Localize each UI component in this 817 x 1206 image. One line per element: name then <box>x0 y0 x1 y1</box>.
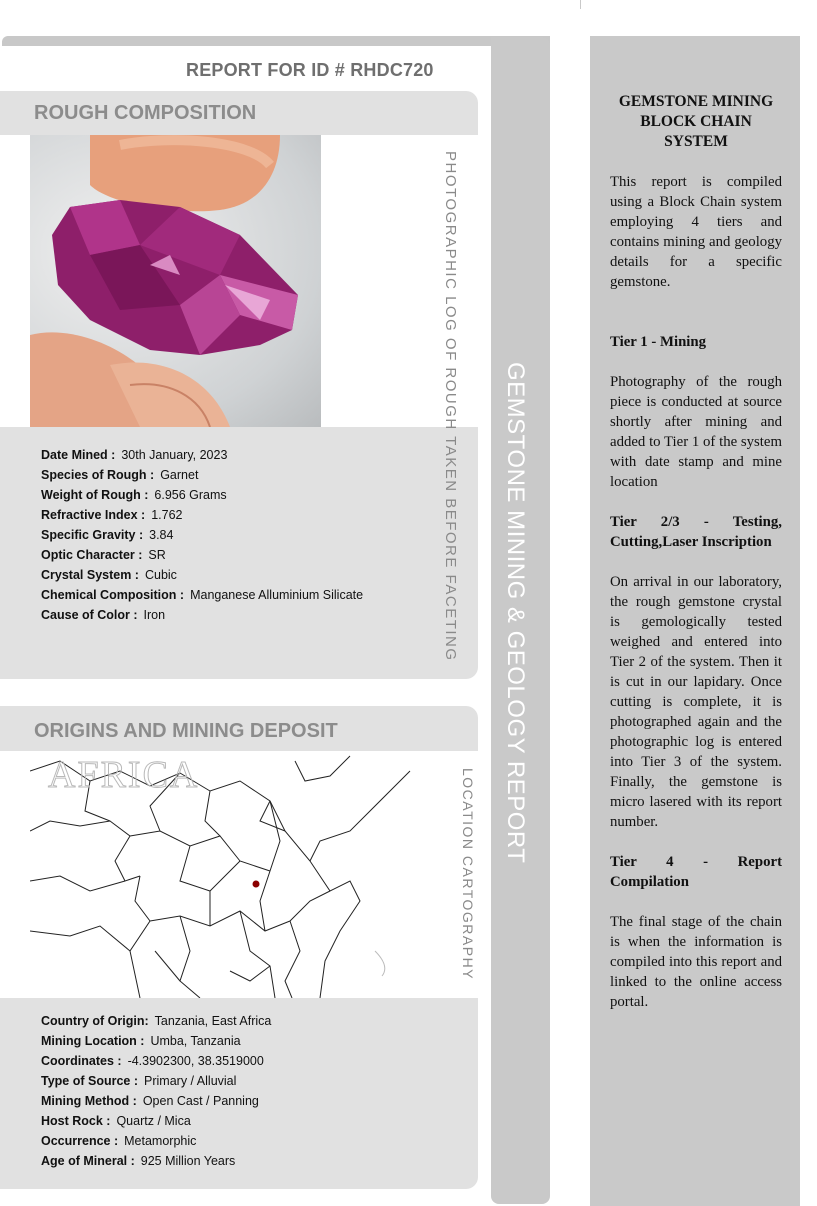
field-label: Optic Character : <box>41 548 143 562</box>
field-date-mined <box>41 445 363 465</box>
field-value: Metamorphic <box>124 1134 197 1148</box>
field-value: -4.3902300, 38.3519000 <box>127 1054 264 1068</box>
field-cause-of-color <box>41 605 363 625</box>
field-value: 1.762 <box>151 508 183 522</box>
field-label: Specific Gravity : <box>41 528 144 542</box>
field-value: Open Cast / Panning <box>142 1094 259 1108</box>
tier4-text: The final stage of the chain is when the information is compiled into this report and linked to the online access portal. <box>610 914 782 1010</box>
field-country <box>41 1011 271 1031</box>
field-host-rock <box>41 1111 271 1131</box>
origins-title: ORIGINS AND MINING DEPOSIT <box>34 720 338 742</box>
origins-panel <box>0 706 478 1189</box>
field-mining-method <box>41 1091 271 1111</box>
tier1-heading: Tier 1 - Mining <box>610 334 707 350</box>
field-value: Quartz / Mica <box>116 1114 191 1128</box>
field-label: Weight of Rough : <box>41 488 149 502</box>
field-label: Country of Origin: <box>41 1014 149 1028</box>
location-pin-icon <box>253 881 260 888</box>
intro-text: This report is compiled using a Block Chain system employing 4 tiers and contains mining and geology details for a specific gemstone. <box>610 174 782 290</box>
field-label: Occurrence : <box>41 1134 119 1148</box>
blockchain-info-panel <box>590 36 800 1206</box>
field-value: Iron <box>143 608 166 622</box>
field-value: Primary / Alluvial <box>144 1074 237 1088</box>
top-bar <box>2 36 550 46</box>
map-caption-vertical: LOCATION CARTOGRAPHY <box>460 768 476 981</box>
field-value: Cubic <box>144 568 177 582</box>
report-vertical-title: GEMSTONE MINING & GEOLOGY REPORT <box>502 362 529 864</box>
field-label: Species of Rough : <box>41 468 155 482</box>
field-value: SR <box>148 548 166 562</box>
rough-field-list <box>41 445 363 625</box>
field-value: 30th January, 2023 <box>121 448 228 462</box>
tier4-heading: Tier 4 - Report Compilation <box>610 854 782 890</box>
field-label: Date Mined : <box>41 448 116 462</box>
field-specific-gravity <box>41 525 363 545</box>
top-tick <box>580 0 581 9</box>
blockchain-title: GEMSTONE MINING BLOCK CHAIN SYSTEM <box>618 93 774 150</box>
field-label: Host Rock : <box>41 1114 111 1128</box>
map-illustration <box>30 751 425 998</box>
field-label: Refractive Index : <box>41 508 146 522</box>
gem-photo-illustration <box>30 135 321 427</box>
field-crystal-system <box>41 565 363 585</box>
field-value: Tanzania, East Africa <box>154 1014 272 1028</box>
field-refractive-index <box>41 505 363 525</box>
field-label: Mining Location : <box>41 1034 145 1048</box>
tier1-text: Photography of the rough piece is conducted at source shortly after mining and added to Tier 1 of the system with date stamp and mine location <box>610 374 782 490</box>
field-value: Umba, Tanzania <box>150 1034 241 1048</box>
field-coordinates <box>41 1051 271 1071</box>
field-weight <box>41 485 363 505</box>
tier23-heading: Tier 2/3 - Testing, Cutting,Laser Inscription <box>610 514 782 550</box>
report-id-title: REPORT FOR ID # RHDC720 <box>186 60 434 80</box>
field-source-type <box>41 1071 271 1091</box>
map-label-africa: AFRICA <box>48 754 200 796</box>
field-value: Manganese Alluminium Silicate <box>190 588 364 602</box>
field-chemical-composition <box>41 585 363 605</box>
field-value: 3.84 <box>149 528 174 542</box>
field-species <box>41 465 363 485</box>
field-label: Mining Method : <box>41 1094 137 1108</box>
field-value: 6.956 Grams <box>154 488 227 502</box>
blockchain-info-content <box>610 36 782 1012</box>
field-age-of-mineral <box>41 1151 271 1171</box>
rough-composition-title: ROUGH COMPOSITION <box>34 102 257 124</box>
field-value: Garnet <box>160 468 199 482</box>
africa-map <box>30 751 425 998</box>
field-label: Crystal System : <box>41 568 139 582</box>
field-label: Chemical Composition : <box>41 588 185 602</box>
field-label: Type of Source : <box>41 1074 139 1088</box>
field-mining-location <box>41 1031 271 1051</box>
rough-composition-panel <box>0 91 478 679</box>
field-label: Coordinates : <box>41 1054 122 1068</box>
origin-field-list <box>41 1011 271 1171</box>
field-occurrence <box>41 1131 271 1151</box>
rough-gem-photo <box>30 135 321 427</box>
photo-caption-vertical: PHOTOGRAPHIC LOG OF ROUGH TAKEN BEFORE FACETING <box>442 151 459 662</box>
field-optic-character <box>41 545 363 565</box>
field-label: Cause of Color : <box>41 608 138 622</box>
field-label: Age of Mineral : <box>41 1154 135 1168</box>
tier23-text: On arrival in our laboratory, the rough gemstone crystal is gemologically tested weighed and entered into Tier 2 of the system. Then it is cut in our lapidary. Once cutting is complete, it is photographed again and the photographic log is entered into Tier 3 of the system. Finally, the gemstone is micro lasered with its report number. <box>610 574 782 830</box>
field-value: 925 Million Years <box>140 1154 236 1168</box>
